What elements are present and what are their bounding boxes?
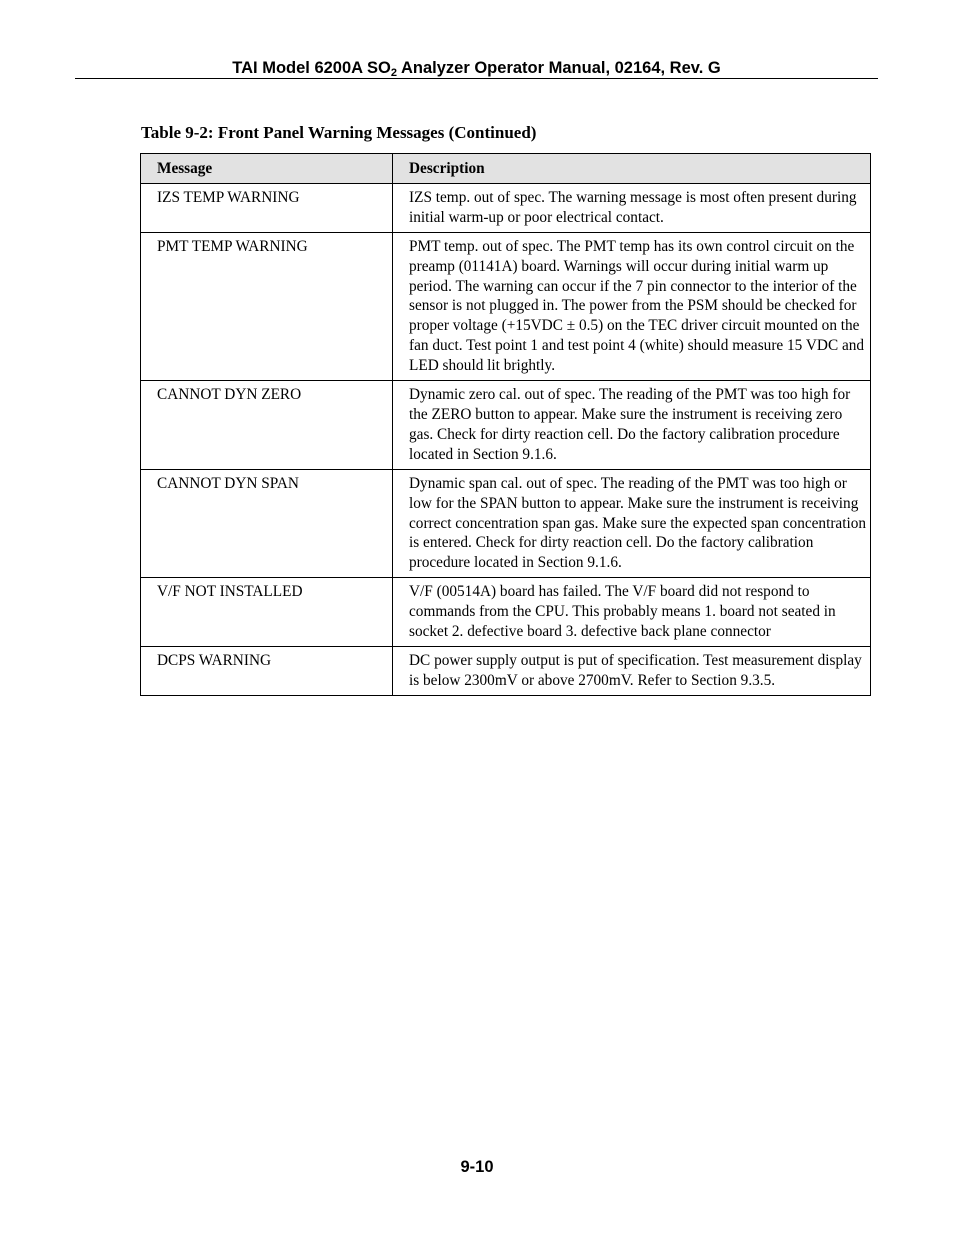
warning-messages-table xyxy=(140,153,871,696)
description-cell: IZS temp. out of spec. The warning message is most often present during initial warm-up or poor electrical contact. xyxy=(393,183,871,232)
page-number: 9-10 xyxy=(460,1158,494,1176)
message-cell: DCPS WARNING xyxy=(141,646,393,695)
table-header-row xyxy=(141,154,871,184)
description-cell: Dynamic span cal. out of spec. The reading of the PMT was too high or low for the SPAN button to appear. Make sure the instrument is receiving correct concentration span gas. Make sure the expected span concentration is entered. Check for dirty reaction cell. Do the factory calibration procedure located in Section 9.1.6. xyxy=(393,469,871,578)
table-caption: Table 9-2: Front Panel Warning Messages (Continued) xyxy=(141,123,537,142)
running-header xyxy=(75,58,878,78)
column-header-description: Description xyxy=(393,154,871,184)
column-header-message: Message xyxy=(141,154,393,184)
message-cell: V/F NOT INSTALLED xyxy=(141,578,393,647)
table-row xyxy=(141,232,871,380)
description-cell: Dynamic zero cal. out of spec. The reading of the PMT was too high for the ZERO button to appear. Make sure the instrument is receiving zero gas. Check for dirty reaction cell. Do the factory calibration procedure located in Section 9.1.6. xyxy=(393,381,871,470)
message-cell: PMT TEMP WARNING xyxy=(141,232,393,380)
header-title-rest: Analyzer Operator Manual, 02164, Rev. G xyxy=(397,59,721,77)
header-rule xyxy=(75,78,878,79)
table-row xyxy=(141,469,871,578)
header-title-subscript: 2 xyxy=(390,67,398,79)
header-title-main: TAI Model 6200A SO xyxy=(232,59,391,77)
description-cell: PMT temp. out of spec. The PMT temp has its own control circuit on the preamp (01141A) board. Warnings will occur during initial warm up period. The warning can occur if the 7 pin connector to the interior of the sensor is not plugged in. The power from the PSM should be checked for proper voltage (+15VDC ± 0.5) on the TEC driver circuit mounted on the fan duct. Test point 1 and test point 4 (white) should measure 15 VDC and LED should lit brightly. xyxy=(393,232,871,380)
description-cell: V/F (00514A) board has failed. The V/F board did not respond to commands from the CPU. This probably means 1. board not seated in socket 2. defective board 3. defective back plane connector xyxy=(393,578,871,647)
message-cell: CANNOT DYN SPAN xyxy=(141,469,393,578)
table-row xyxy=(141,381,871,470)
table-row xyxy=(141,183,871,232)
description-cell: DC power supply output is put of specification. Test measurement display is below 2300mV or above 2700mV. Refer to Section 9.3.5. xyxy=(393,646,871,695)
table-row xyxy=(141,646,871,695)
message-cell: IZS TEMP WARNING xyxy=(141,183,393,232)
table-row xyxy=(141,578,871,647)
message-cell: CANNOT DYN ZERO xyxy=(141,381,393,470)
